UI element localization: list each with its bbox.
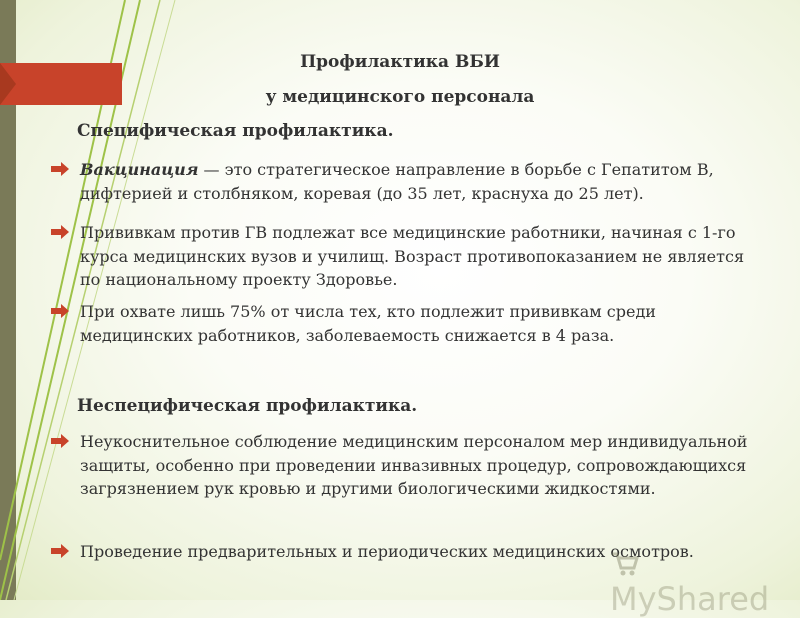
bullet-protection (80, 430, 760, 501)
arrow-bullet-icon (51, 434, 69, 448)
cart-icon (610, 548, 640, 578)
bullet-text: Проведение предварительных и периодических медицинских осмотров. (80, 542, 694, 561)
bullet-text: Прививкам против ГВ подлежат все медицинские работники, начиная с 1-го курса медицинских вузов и училищ. Возраст противопоказанием не является по национальному проекту Здоровье. (80, 223, 745, 289)
bullet-vaccination (80, 158, 760, 205)
watermark-logo (610, 542, 800, 618)
bullet-term: Вакцинация (80, 160, 199, 179)
bullet-text: Неукоснительное соблюдение медицинским персоналом мер индивидуальной защиты, особенно при проведении инвазивных процедур, сопровождающихся загрязнением рук кровью и другими биологическими жидкостями. (80, 432, 748, 498)
arrow-bullet-icon (51, 162, 69, 176)
watermark-text: MyShared (610, 580, 770, 618)
arrow-bullet-icon (51, 225, 69, 239)
bullet-text: При охвате лишь 75% от числа тех, кто подлежит прививкам среди медицинских работников, заболеваемость снижается в 4 раза. (80, 302, 656, 345)
section-heading-nonspecific: Неспецифическая профилактика. (77, 396, 418, 416)
section-heading-specific: Специфическая профилактика. (77, 121, 394, 141)
bullet-coverage (80, 300, 760, 347)
slide-title-line2: у медицинского персонала (265, 87, 535, 107)
slide-title-line1: Профилактика ВБИ (300, 52, 500, 72)
arrow-bullet-icon (51, 304, 69, 318)
bullet-hepatitis-b (80, 221, 760, 292)
bullet-text: — это стратегическое направление в борьбе с Гепатитом В, дифтерией и столбняком, коревая (до 35 лет, краснуха до 25 лет). (80, 160, 714, 203)
arrow-bullet-icon (51, 544, 69, 558)
